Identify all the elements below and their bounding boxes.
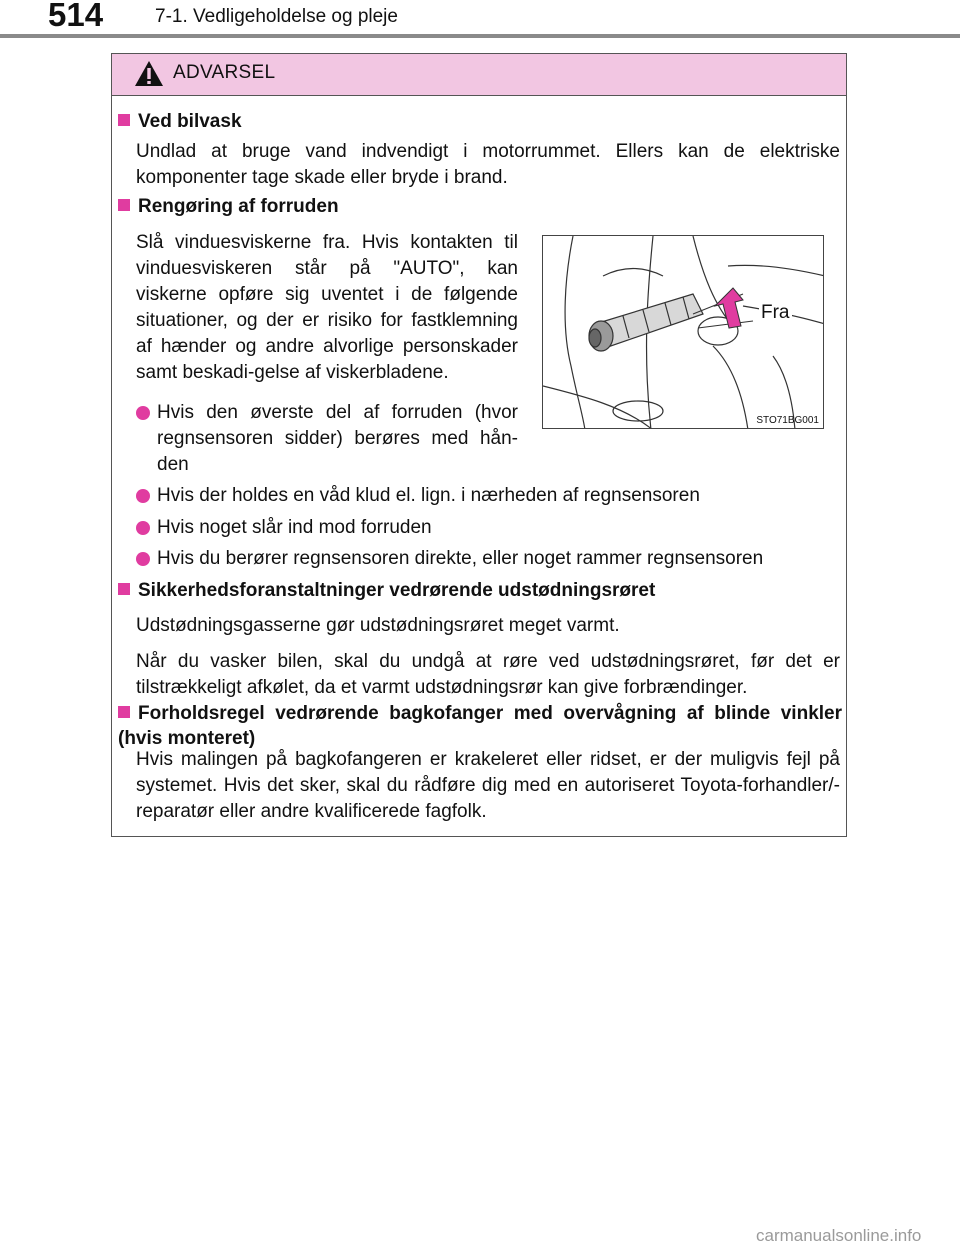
section-title: 7-1. Vedligeholdelse og pleje: [155, 6, 398, 27]
warning-label: ADVARSEL: [173, 62, 276, 83]
header-divider: [0, 34, 960, 38]
wiper-lever-illustration: [543, 236, 824, 429]
square-bullet-icon: [118, 706, 130, 718]
figure-callout-off: Fra: [761, 302, 790, 323]
heading-exhaust-precautions: Sikkerhedsforanstaltninger vedrørende udstødningsrøret: [118, 578, 655, 603]
square-bullet-icon: [118, 114, 130, 126]
round-bullet-icon: [136, 521, 150, 535]
round-bullet-icon: [136, 406, 150, 420]
page-number: 514: [48, 0, 104, 33]
paragraph-exhaust-heat: Udstødningsgasserne gør udstødningsrøret meget varmt.: [136, 615, 620, 636]
paragraph-exhaust-washing: Når du vasker bilen, skal du undgå at røre ved udstødningsrøret, før det er tilstrækkeligt afkølet, da et varmt udstødningsrør kan give forbrændinger.: [136, 651, 840, 698]
warning-triangle-icon: [134, 60, 164, 87]
heading-bumper-blind-spot: Forholdsregel vedrørende bagkofanger med overvågning af blinde vinkler (hvis monteret): [118, 703, 842, 749]
footer-watermark: carmanualsonline.info: [756, 1226, 922, 1245]
paragraph-bumper-blind-spot: Hvis malingen på bagkofangeren er krakeleret eller ridset, er der muligvis fejl på systemet. Hvis det sker, skal du rådføre dig med en autoriseret Toyota-forhandler/-reparatør eller andre kvalificerede fagfolk.: [136, 749, 840, 822]
bullet-item: Hvis der holdes en våd klud el. lign. i nærheden af regnsensoren: [136, 483, 840, 509]
warning-header: [112, 54, 846, 96]
bullet-item: Hvis du berører regnsensoren direkte, eller noget rammer regnsensoren: [136, 546, 840, 572]
warning-box: [111, 53, 847, 837]
round-bullet-icon: [136, 552, 150, 566]
heading-car-wash: Ved bilvask: [118, 109, 242, 134]
square-bullet-icon: [118, 583, 130, 595]
heading-windshield-cleaning: Rengøring af forruden: [118, 194, 339, 219]
bullet-item: Hvis noget slår ind mod forruden: [136, 515, 840, 541]
wiper-switch-figure: [542, 235, 824, 429]
up-arrow-icon: [715, 288, 743, 328]
bullet-item: Hvis den øverste del af forruden (hvor regnsensoren sidder) berøres med hån-den: [136, 400, 518, 478]
paragraph-car-wash: Undlad at bruge vand indvendigt i motorrummet. Ellers kan de elektriske komponenter tage skade eller bryde i brand.: [136, 141, 840, 188]
paragraph-windshield-cleaning: Slå vinduesviskerne fra. Hvis kontakten til vinduesviskeren står på "AUTO", kan viskerne opføre sig uventet i de følgende situationer, og der er risiko for fastklemning af hænder og andre alvorlige personskader samt beskadi-gelse af viskerbladene.: [136, 232, 518, 383]
figure-code: STO71BG001: [756, 415, 819, 426]
square-bullet-icon: [118, 199, 130, 211]
round-bullet-icon: [136, 489, 150, 503]
